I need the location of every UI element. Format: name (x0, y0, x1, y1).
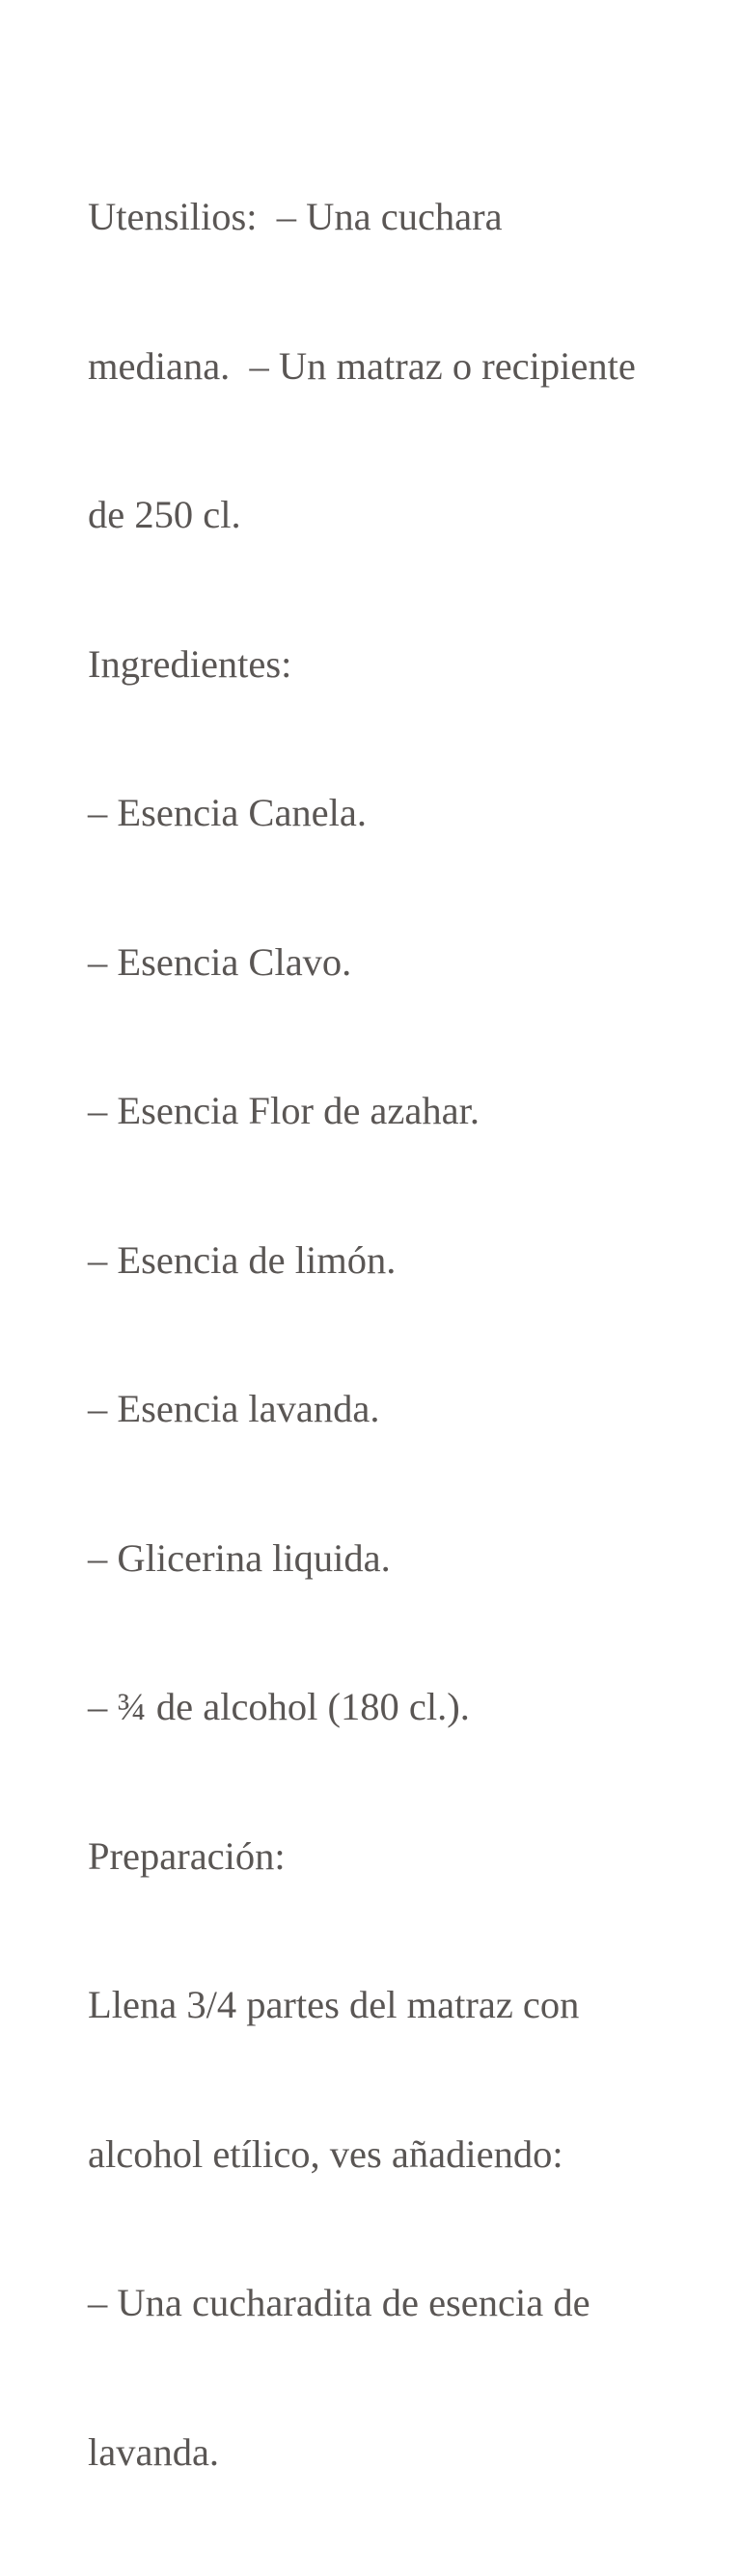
utensils-line-3: de 250 cl. (88, 493, 241, 536)
preparation-line: Llena 3/4 partes del matraz con (88, 1983, 580, 2026)
preparation-line: alcohol etílico, ves añadiendo: (88, 2131, 563, 2176)
ingredient-item: – Esencia de limón. (88, 1237, 397, 1282)
utensils-line-1: Utensilios: – Una cuchara (88, 195, 503, 238)
ingredient-item: – Glicerina liquida. (88, 1535, 391, 1580)
preparation-heading: Preparación: (88, 1833, 286, 1878)
preparation-line: lavanda. (88, 2429, 220, 2474)
ingredient-item: – ¾ de alcohol (180 cl.). (88, 1685, 470, 1728)
utensils-line-2: mediana. – Un matraz o recipiente (88, 343, 636, 388)
ingredient-item: – Esencia Flor de azahar. (88, 1089, 480, 1132)
recipe-text (88, 93, 667, 2576)
preparation-line: – Una cucharadita de esencia de (88, 2281, 590, 2324)
ingredients-heading: Ingredientes: (88, 641, 292, 686)
ingredient-item: – Esencia Clavo. (88, 939, 352, 984)
ingredient-item: – Esencia lavanda. (88, 1387, 380, 1430)
ingredient-item: – Esencia Canela. (88, 791, 367, 834)
